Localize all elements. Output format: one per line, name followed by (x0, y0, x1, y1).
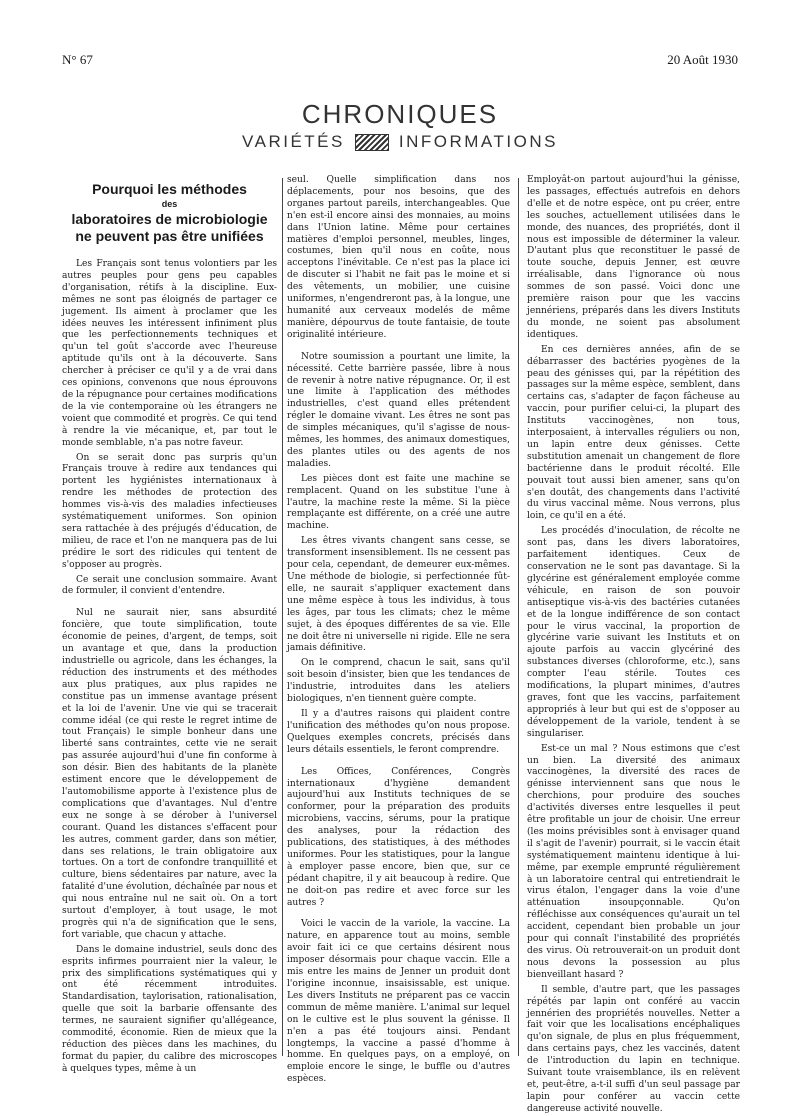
article-title (62, 181, 277, 245)
paragraph: Notre soumission a pourtant une limite, la nécessité. Cette barrière passée, libre à nous de revenir à notre native répugnance. Or, il est une limite à l'application des méthodes industrielles, c'est quand elles prétendent régler le domaine vivant. Les êtres ne sont pas de simples mécaniques, qu'il s'agisse de nous-mêmes, les hommes, des animaux domestiques, des plantes utiles ou des agents de nos maladies. (287, 351, 510, 469)
section-subtitle (0, 132, 800, 152)
ornament-icon (355, 134, 389, 151)
paragraph: On se serait donc pas surpris qu'un Français trouve à redire aux tendances qui portent les hygiénistes internationaux à rendre les méthodes de protection des hommes vis-à-vis des maladies infectieuses systématiquement uniformes. Son opinion sera rattachée à des préjugés d'éducation, de milieu, de race et l'on ne manquera pas de lui prédire le sort des ridicules qui tentent de s'opposer au progrès. (62, 452, 277, 570)
subtitle-left: VARIÉTÉS (242, 132, 345, 151)
title-line: Pourquoi les méthodes (92, 181, 247, 197)
column-divider (282, 178, 283, 1056)
column-divider (518, 178, 519, 1056)
column-1 (62, 175, 278, 1074)
paragraph: On le comprend, chacun le sait, sans qu'il soit besoin d'insister, bien que les tendances de l'industrie, introduites dans les ateliers biologiques, n'en tiennent guère compte. (287, 658, 510, 705)
section-title: CHRONIQUES (301, 99, 499, 129)
paragraph: Est-ce un mal ? Nous estimons que c'est un bien. La diversité des animaux vaccinogènes, la diversité des races de génisse interviennent sans que nous le cherchions, pour produire des souches d'activités diverses entre lesquelles il peut être profitable un jour de choisir. Une erreur (les moins prévisibles sont à envisager quand il s'agit de l'avenir) pourrait, si le vaccin était systématiquement maintenu identique à lui-même, par exemple emprunté régulièrement à un laboratoire central qui entretiendrait le virus étalon, l'engager dans la voie d'une atténuation insoupçonnable. Qu'on réfléchisse aux conséquences qu'aurait un tel accident, cependant bien probable un jour pour qui connaît l'instabilité des propriétés des virus. Où retrouverait-on un produit dont nous devons la possession au plus bienveillant hasard ? (527, 743, 740, 980)
title-line: laboratoires de microbiologie (71, 211, 268, 227)
paragraph: Voici le vaccin de la variole, la vaccine. La nature, en apparence tout au moins, semble avoir fait ici ce que certains désirent nous imposer désormais pour chaque vaccin. Elle a mis entre les mains de Jenner un produit dont l'origine inconnue, insaisissable, est unique. Les divers Instituts ne préparent pas ce vaccin commun de même manière. L'animal sur lequel on le cultive est le plus souvent la génisse. Il n'en a pas été toujours ainsi. Pendant longtemps, la vaccine a passé d'homme à homme. En quelques pays, on a employé, on emploie encore le singe, le buffle ou d'autres espèces. (287, 919, 510, 1085)
subtitle-right: INFORMATIONS (398, 132, 558, 151)
title-line: des (161, 199, 178, 209)
paragraph: Les procédés d'inoculation, de récolte ne sont pas, dans les divers laboratoires, parfaitement identiques. Ceux de conservation ne le sont pas davantage. Si la glycérine est généralement employée comme véhicule, en raison de son pouvoir antiseptique vis-à-vis des bactéries cutanées et de la longue indifférence de son contact pour le virus vaccinal, la proportion de glycérine varie suivant les Instituts et on ajoute parfois au vaccin glycériné des substances diverses (chloroforme, etc.), sans compter l'eau stérile. Toutes ces modifications, la plupart minimes, d'autres graves, font que les vaccins, parfaitement appropriés à leur but qui est de s'opposer au développement de la variole, tendent à se singulariser. (527, 526, 740, 739)
paragraph: Les Français sont tenus volontiers par les autres peuples pour gens peu capables d'organisation, rétifs à la discipline. Eux-mêmes ne sont pas éloignés de partager ce jugement. Ils aiment à proclamer que les idées neuves les intéressent infiniment plus que les perfectionnements techniques et qu'un tel goût s'accorde avec l'heureuse aptitude qu'ils ont à la découverte. Sans chercher à préciser ce qu'il y a de vrai dans ces opinions, convenons que nous éprouvons de la répugnance pour certaines modifications de la vie contemporaine où les étrangers ne voient que commodité et progrès. Ce qui tend à rendre la vie mécanique, et, par tout le monde semblable, n'a pas notre faveur. (62, 259, 278, 448)
issue-number: N° 67 (62, 52, 93, 67)
paragraph: Les pièces dont est faite une machine se remplacent. Quand on les substitue l'une à l'autre, la machine reste la même. Si la pièce remplaçante est différente, on a créé une autre machine. (287, 473, 510, 532)
paragraph: Ce serait une conclusion sommaire. Avant de formuler, il convient d'entendre. (62, 574, 277, 597)
page-header (62, 52, 738, 72)
paragraph: Nul ne saurait nier, sans absurdité foncière, que toute simplification, toute économie de peines, d'argent, de temps, soit un avantage et que, dans la production industrielle ou agricole, dans les échanges, la réduction des instruments et des méthodes aux plus pratiques, aux plus rapides ne constitue pas un immense avantage présent et la loi de l'avenir. Une vie qui se tracerait comme idéal (ce qui reste le regret intime de tout Français) le simple bonheur dans une liberté sans contraintes, cette vie ne serait pas assurée aujourd'hui d'une fin conforme à son désir. Bien des habitants de la planète estiment encore que le développement de l'automobilisme apporte à l'existence plus de complications que d'avantages. Nul d'entre eux ne songe à se dérober à l'universel courant. Quand les distances s'effacent pour les autres, comment garder, dans son métier, dans ses relations, le train obligatoire aux tortues. On a tort de confondre tranquillité et culture, biens sédentaires par nature, avec la fatalité d'une évolution, déchaînée par nous et qui nous entraîne nul ne sait où. On a tort surtout d'employer, à tout usage, le mot progrès qui n'a de signification que le sens, fort variable, que chacun y attache. (62, 608, 277, 940)
paragraph: En ces dernières années, afin de se débarrasser des bactéries pyogènes de la peau des génisses qui, par la répétition des passages sur la même espèce, semblent, dans certains cas, s'adapter de façon fâcheuse au vaccin, pour purifier celui-ci, la plupart des Instituts vaccinogènes, non tous, interposaient, à intervalles réguliers ou non, un lapin entre deux génisses. Cette substitution amenait un changement de flore bactérienne dans le produit récolté. Elle pouvait tout aussi bien amener, sans qu'on s'en doutât, des changements dans l'activité du virus vaccinal même. Nous verrons, plus loin, ce qu'il en a été. (527, 344, 740, 522)
paragraph: Les êtres vivants changent sans cesse, se transforment insensiblement. Ils ne cessent pas pour cela, cependant, de demeurer eux-mêmes. Une méthode de biologie, si perfectionnée fût-elle, ne saurait s'appliquer exactement dans une même espèce à tous les individus, à tous les âges, par tous les climats; chez le même sujet, à des époques différentes de sa vie. Elle ne doit être ni universelle ni rigide. Elle ne sera jamais définitive. (287, 536, 510, 654)
paragraph: Employât-on partout aujourd'hui la génisse, les passages, effectués autrefois en dehors d'elle et de notre espèce, ont pu créer, entre les souches, actuellement utilisées dans le monde, des nuances, des propriétés, dont il nous est impossible de déterminer la valeur. D'autant plus que reconstituer le passé de toute souche, depuis Jenner, est œuvre irréalisable, dans l'ignorance où nous sommes de son passé. Voici donc une première raison pour que les vaccins jennériens, préparés dans les divers Instituts du monde, ne soient pas absolument identiques. (527, 175, 740, 340)
masthead (0, 100, 800, 152)
paragraph: Il semble, d'autre part, que les passages répétés par lapin ont conféré au vaccin jennérien des propriétés nouvelles. Netter a fait voir que les localisations encéphaliques qu'on signale, de plus en plus fréquemment, dans certains pays, chez les vaccinés, datent de l'introduction du lapin en technique. Suivant toute vraisemblance, ils en relèvent et, peut-être, a-t-il suffi d'un seul passage par lapin pour conférer au vaccin cette dangereuse activité nouvelle. (527, 984, 740, 1114)
column-2 (287, 175, 510, 1085)
paragraph: seul. Quelle simplification dans nos déplacements, pour nos besoins, que des organes partout pareils, interchangeables. Que n'en est-il encore ainsi des monnaies, au moins dans l'Union latine. Même pour certaines matières d'emploi personnel, meubles, linges, costumes, bien qu'il nous en coûte, nous acceptons l'inévitable. Ce n'est pas la place ici de discuter si l'habit ne fait pas le moine et si des vêtements, un mobilier, une cuisine uniformes, n'engendreront pas, à la longue, une humanité aux cerveaux modelés de même manière, dépourvus de toute fantaisie, de toute originalité intérieure. (287, 175, 510, 340)
paragraph: Dans le domaine industriel, seuls donc des esprits infirmes pourraient nier la valeur, le prix des simplifications systématiques qui y ont été récemment introduites. Standardisation, taylorisation, rationalisation, quelle que soit la barbarie offensante des termes, ne sauraient signifier qu'allégeance, commodité, économie. Rien de mieux que la réduction des pièces dans les machines, du format du papier, du calibre des microscopes à quelques types, même à un (62, 944, 277, 1074)
paragraph: Les Offices, Conférences, Congrès internationaux d'hygiène demandent aujourd'hui aux Instituts techniques de se conformer, pour la préparation des produits microbiens, vaccins, sérums, pour la pratique des analyses, pour la rédaction des publications, des statistiques, à des méthodes uniformes. Pour les statistiques, pour la langue à employer passe encore, bien que, sur ce pédant chapitre, il y ait beaucoup à redire. Que ne doit-on pas redire et avec force sur les autres ? (287, 766, 510, 908)
issue-date: 20 Août 1930 (667, 52, 738, 67)
title-line: ne peuvent pas être unifiées (75, 228, 264, 244)
paragraph: Il y a d'autres raisons qui plaident contre l'unification des méthodes qu'on nous propose. Quelques exemples concrets, précisés dans leurs détails essentiels, le feront comprendre. (287, 708, 510, 755)
column-3 (527, 175, 740, 1114)
